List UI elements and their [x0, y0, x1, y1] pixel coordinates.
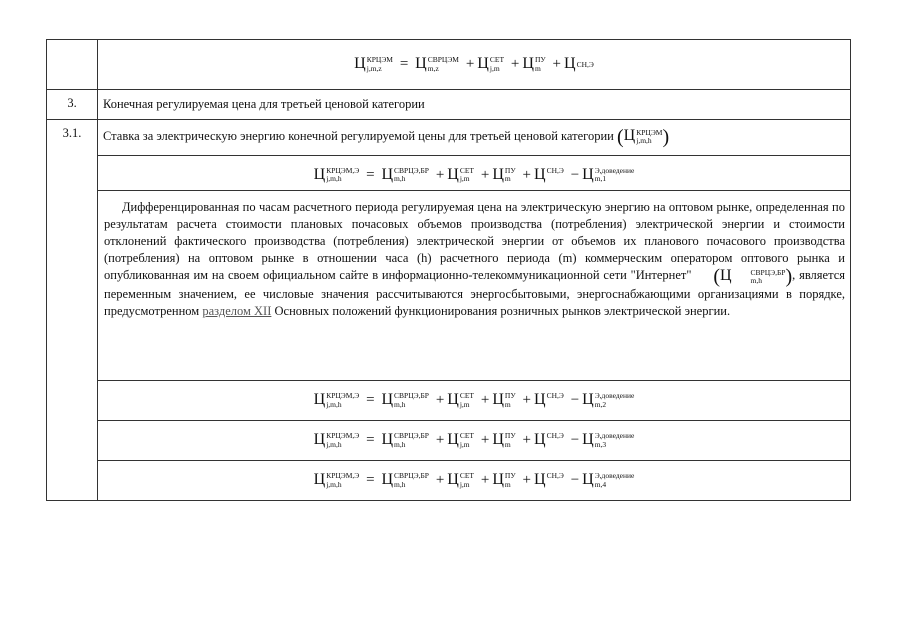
formula-1: Ц КРЦЭМ,Э j,m,h = Ц СВРЦЭ,БР m,h + Ц СЕТ j,m + Ц ПУ m + Ц СН,Э − Ц Э,доведение m,1	[313, 165, 635, 184]
paragraph-symbol: (Ц СВРЦЭ,БР m,h )	[713, 265, 793, 288]
row-formula-1-paragraph	[47, 156, 851, 381]
cell-number-empty	[47, 40, 98, 90]
cell-formula-top	[98, 40, 851, 90]
definition-paragraph: Дифференцированная по часам расчетного периода регулируемая цена на электрическую энергию на оптовом рынке, определенная по результатам расчета стоимости плановых почасовых объемов производства (потребления) электрической энергии и стоимости отклонений фактического производства (потребления) электрической энергии от объемов их планового почасового производства (потребления) на оптовом рынке в отношении часа (h) расчетного периода (m) коммерческим оператором оптового рынка и опубликованная им на своем официальном сайте в информационно-телекоммуникационной сети "Интернет" (Ц СВРЦЭ,БР m,h ), является переменным значением, ее числовые значения рассчитываются энергосбытовыми, энергоснабжающими организациями в порядке, предусмотренном разделом XII Основных положений функционирования розничных рынков электрической энергии.	[104, 200, 846, 318]
section-3-1-number: 3.1.	[47, 120, 98, 501]
row-section-3-1	[47, 120, 851, 156]
row-formula-top	[47, 40, 851, 90]
section-3-1-title: Ставка за электрическую энергию конечной регулируемой цены для третьей ценовой категории (Ц КРЦЭМ j,m,h )	[98, 120, 851, 156]
row-formula-2	[47, 381, 851, 421]
section-3-1-symbol: (Ц КРЦЭМ j,m,h )	[617, 126, 670, 149]
formula-4: Ц КРЦЭМ,Э j,m,h = Ц СВРЦЭ,БР m,h + Ц СЕТ j,m + Ц ПУ m + Ц СН,Э − Ц Э,доведение m,4	[313, 471, 635, 489]
row-formula-3	[47, 421, 851, 461]
section-3-number: 3.	[47, 90, 98, 120]
section-3-title: Конечная регулируемая цена для третьей ценовой категории	[98, 90, 851, 120]
formula-2: Ц КРЦЭМ,Э j,m,h = Ц СВРЦЭ,БР m,h + Ц СЕТ j,m + Ц ПУ m + Ц СН,Э − Ц Э,доведение m,2	[313, 391, 635, 409]
price-table	[46, 39, 851, 501]
row-section-3	[47, 90, 851, 120]
formula-3: Ц КРЦЭМ,Э j,m,h = Ц СВРЦЭ,БР m,h + Ц СЕТ j,m + Ц ПУ m + Ц СН,Э − Ц Э,доведение m,3	[313, 431, 635, 449]
formula-top: Ц КРЦЭМ j,m,z = Ц СВРЦЭМ m,z + Ц СЕТ j,m + Ц ПУ m + Ц СН,Э	[354, 55, 594, 73]
row-formula-4	[47, 461, 851, 501]
section-xii-link[interactable]: разделом XII	[202, 303, 272, 318]
cell-formula-1-paragraph	[98, 156, 851, 381]
